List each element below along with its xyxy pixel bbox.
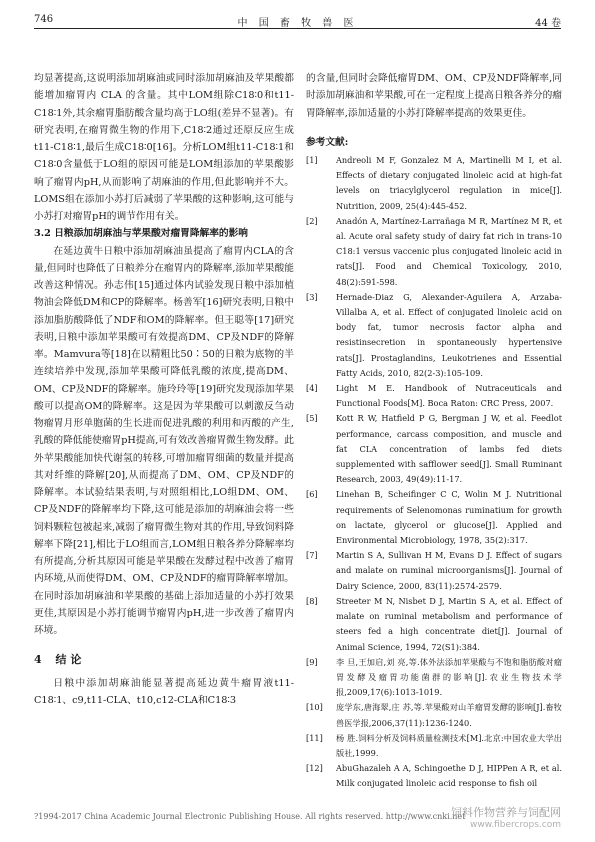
reference-item [306,381,562,411]
reference-number: [2] [306,215,318,226]
reference-item [306,153,562,214]
conclusion-continued: 的含量,但同时会降低瘤胃DM、OM、CP及NDF降解率,同时添加胡麻油和苹果酸,可在一定程度上提高日粮各养分的瘤胃降解率,添加适量的小苏打降解率提高的效果更佳。 [306,73,562,119]
reference-number: [6] [306,489,318,500]
reference-item [306,655,562,701]
reference-number: [10] [306,702,323,713]
journal-title: 中 国 畜 牧 兽 医 [237,18,358,29]
reference-number: [11] [306,732,323,743]
reference-item [306,548,562,594]
reference-text: 杨 胜.饲料分析及饲料质量检测技术[M].北京:中国农业大学出版社,1999. [336,732,562,758]
reference-text: 李 旦,王加启,刘 亮,等.体外法添加苹果酸与不饱和脂肪酸对瘤胃发酵及瘤胃功能菌群的影响[J].农业生物技术学报,2009,17(6):1013-1019. [336,656,562,698]
reference-item [306,487,562,548]
header-rule [34,28,561,29]
reference-number: [9] [306,656,318,667]
page-number: 746 [34,14,54,25]
reference-number: [3] [306,291,318,302]
discussion-paragraph-2: 在延边黄牛日粮中添加胡麻油虽提高了瘤胃内CLA的含量,但同时也降低了日粮养分在瘤胃内的降解率,添加苹果酸能改善这种情况。孙志伟[15]通过体内试验发现日粮中添加植物油会降低DM和CP的降解率。杨善军[16]研究表明,日粮中添加脂肪酸降低了NDF和OM的降解率。但王聪等[17]研究表明,日粮中添加苹果酸可有效提高DM、CP及NDF的降解率。Mamvura等[18]在以精粗比50∶50的日粮为底物的半连续培养中发现,添加苹果酸可降低乳酸的浓度,提高DM、OM、CP及NDF的降解率。施玲玲等[19]研究发现添加苹果酸可以提高OM的降解率。这是因为苹果酸可以刺激反刍动物瘤胃月形单胞菌的生长进而促进乳酸的利用和丙酸的产生,乳酸的降低能使瘤胃pH提高,可有效改善瘤胃微生物发酵。此外苹果酸能加快代谢氢的转移,可增加瘤胃细菌的数量并提高其对纤维的降解[20],从而提高了DM、OM、CP及NDF的降解率。本试验结果表明,与对照组相比,LO组DM、OM、CP及NDF的降解率均下降,这可能是添加的胡麻油会将一些饲料颗粒包被起来,减弱了瘤胃微生物对其的作用,导致饲料降解率下降[21],相比于LO组而言,LOM组日粮各养分降解率均有所提高,分析其原因可能是苹果酸在发酵过程中改善了瘤胃内环境,从而使得DM、OM、CP及NDF的瘤胃降解率增加。在同时添加胡麻油和苹果酸的基础上添加适量的小苏打效果更佳,其原因是小苏打能调节瘤胃内pH,进一步改善了瘤胃内环境。 [34,245,294,636]
reference-text: Martin S A, Sullivan H M, Evans D J. Effect of sugars and malate on ruminal microorganisms[J]. Journal of Dairy Science, 2000, 83(11):2574-2579. [336,550,562,591]
reference-number: [1] [306,155,318,165]
reference-text: Hernade-Diaz G, Alexander-Aguilera A, Arzaba-Villalba A, et al. Effect of conjugated linoleic acid on body fat, tumor necrosis factor alpha and resistinsecretion in spontaneously hypertensive rats[J]. Prostaglandins, Leukotrienes and Essential Fatty Acids, 2010, 82(2-3):105-109. [336,291,562,378]
reference-number: [8] [306,595,318,606]
discussion-paragraph-1: 均显著提高,这说明添加胡麻油或同时添加胡麻油及苹果酸都能增加瘤胃内 CLA 的含量。其中LOM组除C18∶0和t11-C18∶1外,其余瘤胃脂肪酸含量均高于LO组(差异不显著)。有研究表明,在瘤胃微生物的作用下,C18∶2通过还原反应生成t11-C18∶1,最后生成C18∶0[16]。分析LOM组t11-C18∶1和C18∶0含量低于LO组的原因可能是LOM组添加的苹果酸影响了瘤胃内pH,从而影响了胡麻油的作用,但此影响并不大。LOMS组在添加小苏打后减弱了苹果酸的这种影响,这可能与小苏打对瘤胃pH的调节作用有关。 [34,73,294,222]
reference-item [306,214,562,290]
section-4-title: 结 论 [55,653,82,667]
reference-text: Light M E. Handbook of Nutraceuticals and Functional Foods[M]. Boca Raton: CRC Press, 2007. [336,383,562,409]
section-3-2-title: 3.2 日粮添加胡麻油与苹果酸对瘤胃降解率的影响 [34,228,248,240]
watermark-url: www.fibercrops.com [470,820,561,830]
reference-number: [7] [306,550,318,561]
reference-text: AbuGhazaleh A A, Schingoethe D J, HIPPen A R, et al. Milk conjugated linoleic acid response to fish oil [336,763,562,789]
reference-text: Andreoli M F, Gonzalez M A, Martinelli M I, et al. Effects of dietary conjugated linoleic acid at high-fat levels on triacylglycerol regulation in mice[J]. Nutrition, 2009, 25(4):445-452. [336,155,562,211]
section-4-number: 4 [34,653,42,667]
section-4-heading [34,651,294,668]
reference-item [306,290,562,381]
left-column [34,70,294,709]
watermark-logo-text: 饲料作物营养与饲配网 [451,806,561,819]
reference-item [306,700,562,730]
reference-item [306,731,562,761]
reference-number: [12] [306,763,323,774]
reference-item [306,411,562,487]
references-title: 参考文献: [306,136,349,148]
reference-text: Anadón A, Martínez-Larrañaga M R, Martínez M R, et al. Acute oral safety study of dairy fat rich in trans-10 C18:1 versus vaccenic plus conjugated linoleic acid in rats[J]. Food and Chemical Toxicology, 2010, 48(2):591-598. [336,215,562,287]
reference-number: [4] [306,383,318,394]
reference-item [306,594,562,655]
page-header [34,10,561,30]
conclusion-paragraph: 日粮中添加胡麻油能显著提高延边黄牛瘤胃液t11-C18∶1、c9,t11-CLA、t10,c12-CLA和C18∶3 [34,677,294,706]
reference-item [306,761,562,791]
volume-label: 44 卷 [535,18,561,29]
reference-text: 庞学东,唐海翠,庄 苏,等.苹果酸对山羊瘤胃发酵的影响[J].畜牧兽医学报,2006,37(11):1236-1240. [336,702,562,728]
reference-text: Streeter M N, Nisbet D J, Martin S A, et al. Effect of malate on ruminal metabolism and performance of steers fed a high concentrate diet[J]. Journal of Animal Science, 1994, 72(S1):384. [336,595,562,652]
right-column [306,70,562,792]
reference-number: [5] [306,413,318,424]
references-list [306,153,562,792]
reference-text: Linehan B, Scheifinger C C, Wolin M J. Nutritional requirements of Selenomonas ruminatium for growth on lactate, glycerol or glucose[J]. Applied and Environmental Microbiology, 1978, 35(2):317. [336,489,562,546]
copyright-notice: ?1994-2017 China Academic Journal Electronic Publishing House. All rights reserved. http://www.cnki.net [34,812,466,821]
reference-text: Kott R W, Hatfield P G, Bergman J W, et al. Feedlot performance, carcass composition, and muscle and fat CLA concentration of lambs fed diets supplemented with safflower seed[J]. Small Ruminant Research, 2003, 49(49):11-17. [336,413,562,485]
